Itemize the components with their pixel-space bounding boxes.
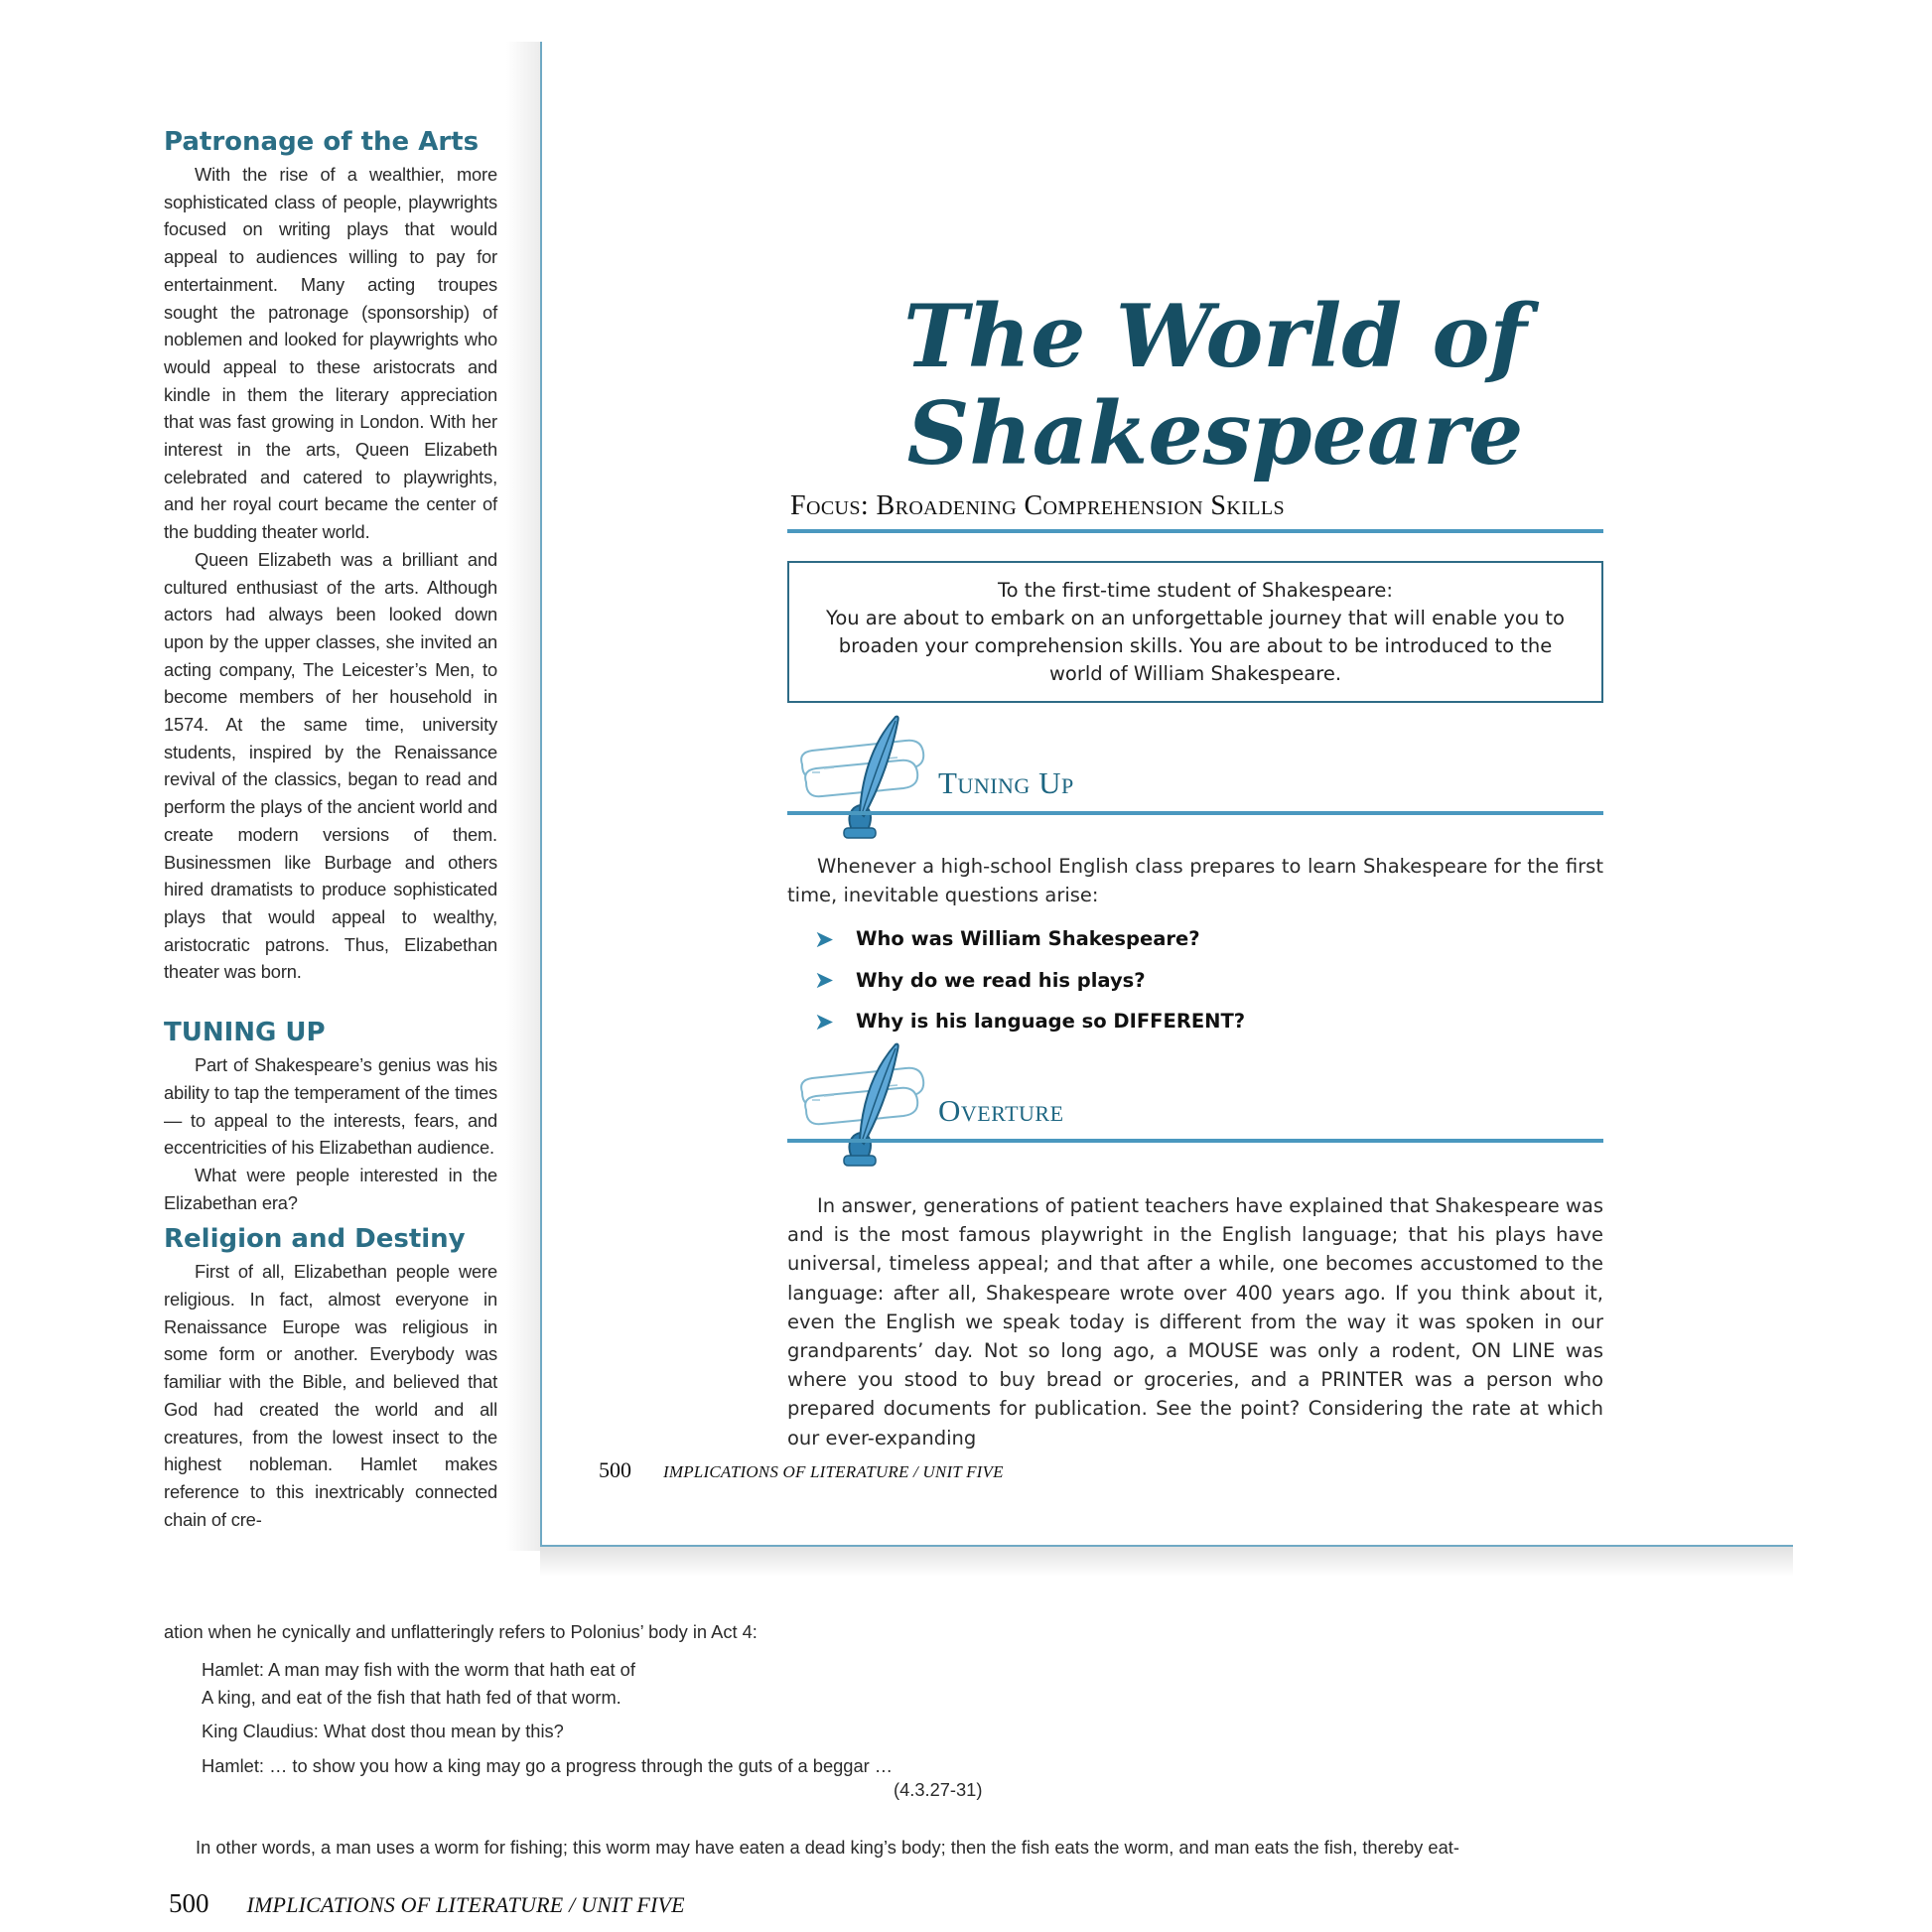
quote-citation: (4.3.27-31) xyxy=(894,1779,983,1800)
question-text: Why is his language so DIFFERENT? xyxy=(856,1010,1246,1034)
focus-rule xyxy=(787,529,1603,533)
footer-label: IMPLICATIONS OF LITERATURE / UNIT FIVE xyxy=(246,1892,685,1917)
inset-footer-label: IMPLICATIONS OF LITERATURE / UNIT FIVE xyxy=(663,1462,1004,1481)
section-heading-tuning-up: Tuning Up xyxy=(938,765,1074,800)
heading-patronage: Patronage of the Arts xyxy=(164,127,480,157)
quill-inkwell-scroll-icon xyxy=(794,713,935,852)
quote-line-2: A king, and eat of the fish that hath fed of that worm. xyxy=(202,1687,621,1708)
quote-line-4: Hamlet: … to show you how a king may go a progress through the guts of a beggar … xyxy=(202,1755,894,1776)
overture-rule xyxy=(787,1139,1603,1143)
intro-box-message: You are about to embark on an unforgettable journey that will enable you to broaden your comprehension skills. You are about to be introduced to the world of William Shakespeare. xyxy=(826,607,1565,685)
tuning-up-paragraph-2: What were people interested in the Elizabethan era? xyxy=(164,1164,497,1213)
religion-paragraph-1: First of all, Elizabethan people were religious. In fact, almost everyone in Renaissance Europe was religious in some form or another. Everybody was familiar with the Bible, and believed that God had created the world and all creatures, from the lowest insect to the highest nobleman. Hamlet makes reference to this inextricably connected chain of cre- xyxy=(164,1261,497,1530)
quill-inkwell-scroll-icon xyxy=(794,1040,935,1179)
heading-religion: Religion and Destiny xyxy=(164,1224,466,1255)
tuning-up-text: Whenever a high-school English class prepares to learn Shakespeare for the first time, inevitable questions arise: xyxy=(787,855,1603,907)
quote-line-3: King Claudius: What dost thou mean by this? xyxy=(202,1721,564,1741)
tuning-up-paragraph-1: Part of Shakespeare’s genius was his ability to tap the temperament of the times — to appeal to the interests, fears, and eccentricities of his Elizabethan audience. xyxy=(164,1054,497,1159)
bottom-paragraph: In other words, a man uses a worm for fishing; this worm may have eaten a dead king’s body; then the fish eats the worm, and man eats the fish, thereby eat- xyxy=(196,1837,1459,1858)
question-text: Why do we read his plays? xyxy=(856,968,1146,992)
question-text: Who was William Shakespeare? xyxy=(856,927,1200,951)
question-list xyxy=(814,918,1509,1042)
tuning-up-rule xyxy=(787,811,1603,815)
list-item xyxy=(814,918,1509,960)
arrowhead-bullet-icon: ➤ xyxy=(814,924,835,953)
patronage-paragraph-2: Queen Elizabeth was a brilliant and cultured enthusiast of the arts. Although actors had always been looked down upon by the upper classes, she invited an acting company, The Leicester’s Men, to become members of her household in 1574. At the same time, university students, inspired by the Renaissance revival of the classics, began to read and perform the plays of the ancient world and create modern versions of them. Businessmen like Burbage and others hired dramatists to produce sophisticated plays that would appeal to wealthy, aristocratic patrons. Thus, Elizabethan theater was born. xyxy=(164,548,497,983)
intro-box-salutation: To the first-time student of Shakespeare: xyxy=(998,579,1393,602)
arrowhead-bullet-icon: ➤ xyxy=(814,966,835,995)
section-heading-overture: Overture xyxy=(938,1093,1064,1128)
patronage-paragraph-1: With the rise of a wealthier, more sophisticated class of people, playwrights focused on writing plays that would appeal to audiences willing to pay for entertainment. Many acting troupes sought the patronage (sponsorship) of noblemen and looked for playwrights who would appeal to these aristocrats and kindle in them the literary appreciation that was fast growing in London. With her interest in the arts, Queen Elizabeth celebrated and catered to playwrights, and her royal court became the center of the budding theater world. xyxy=(164,164,497,543)
page-number: 500 xyxy=(169,1888,209,1918)
inset-shadow-bottom xyxy=(540,1547,1793,1577)
intro-box xyxy=(787,561,1603,703)
title-line-2: Shakespeare xyxy=(906,382,1524,484)
inset-shadow-left xyxy=(506,42,540,1551)
list-item xyxy=(814,1001,1509,1042)
inset-footer xyxy=(599,1457,1004,1483)
sidebar-column xyxy=(164,125,497,1533)
list-item xyxy=(814,960,1509,1002)
heading-tuning-up-sidebar: TUNING UP xyxy=(164,1018,326,1048)
page-title xyxy=(788,285,1642,484)
overture-text: In answer, generations of patient teachers have explained that Shakespeare was and is the most famous playwright in the English language; that his plays have universal, timeless appeal; and that after a while, one becomes accustomed to the language: after all, Shakespeare wrote over 400 years ago. If you think about it, even the English we speak today is different from the way it was spoken in our grandparents’ day. Not so long ago, a MOUSE was only a rodent, ON LINE was where you stood to buy bread or groceries, and a PRINTER was a person who prepared documents for publication. See the point? Considering the rate at which our ever-expanding xyxy=(787,1194,1603,1449)
inset-page-number: 500 xyxy=(599,1457,631,1482)
quote-line-1: Hamlet: A man may fish with the worm that hath eat of xyxy=(202,1659,635,1680)
page-footer xyxy=(169,1888,685,1919)
continuation-text: ation when he cynically and unflatteringly refers to Polonius’ body in Act 4: xyxy=(164,1621,758,1642)
focus-subtitle: Focus: Broadening Comprehension Skills xyxy=(790,490,1286,521)
title-line-1: The World of xyxy=(903,285,1527,387)
arrowhead-bullet-icon: ➤ xyxy=(814,1007,835,1035)
